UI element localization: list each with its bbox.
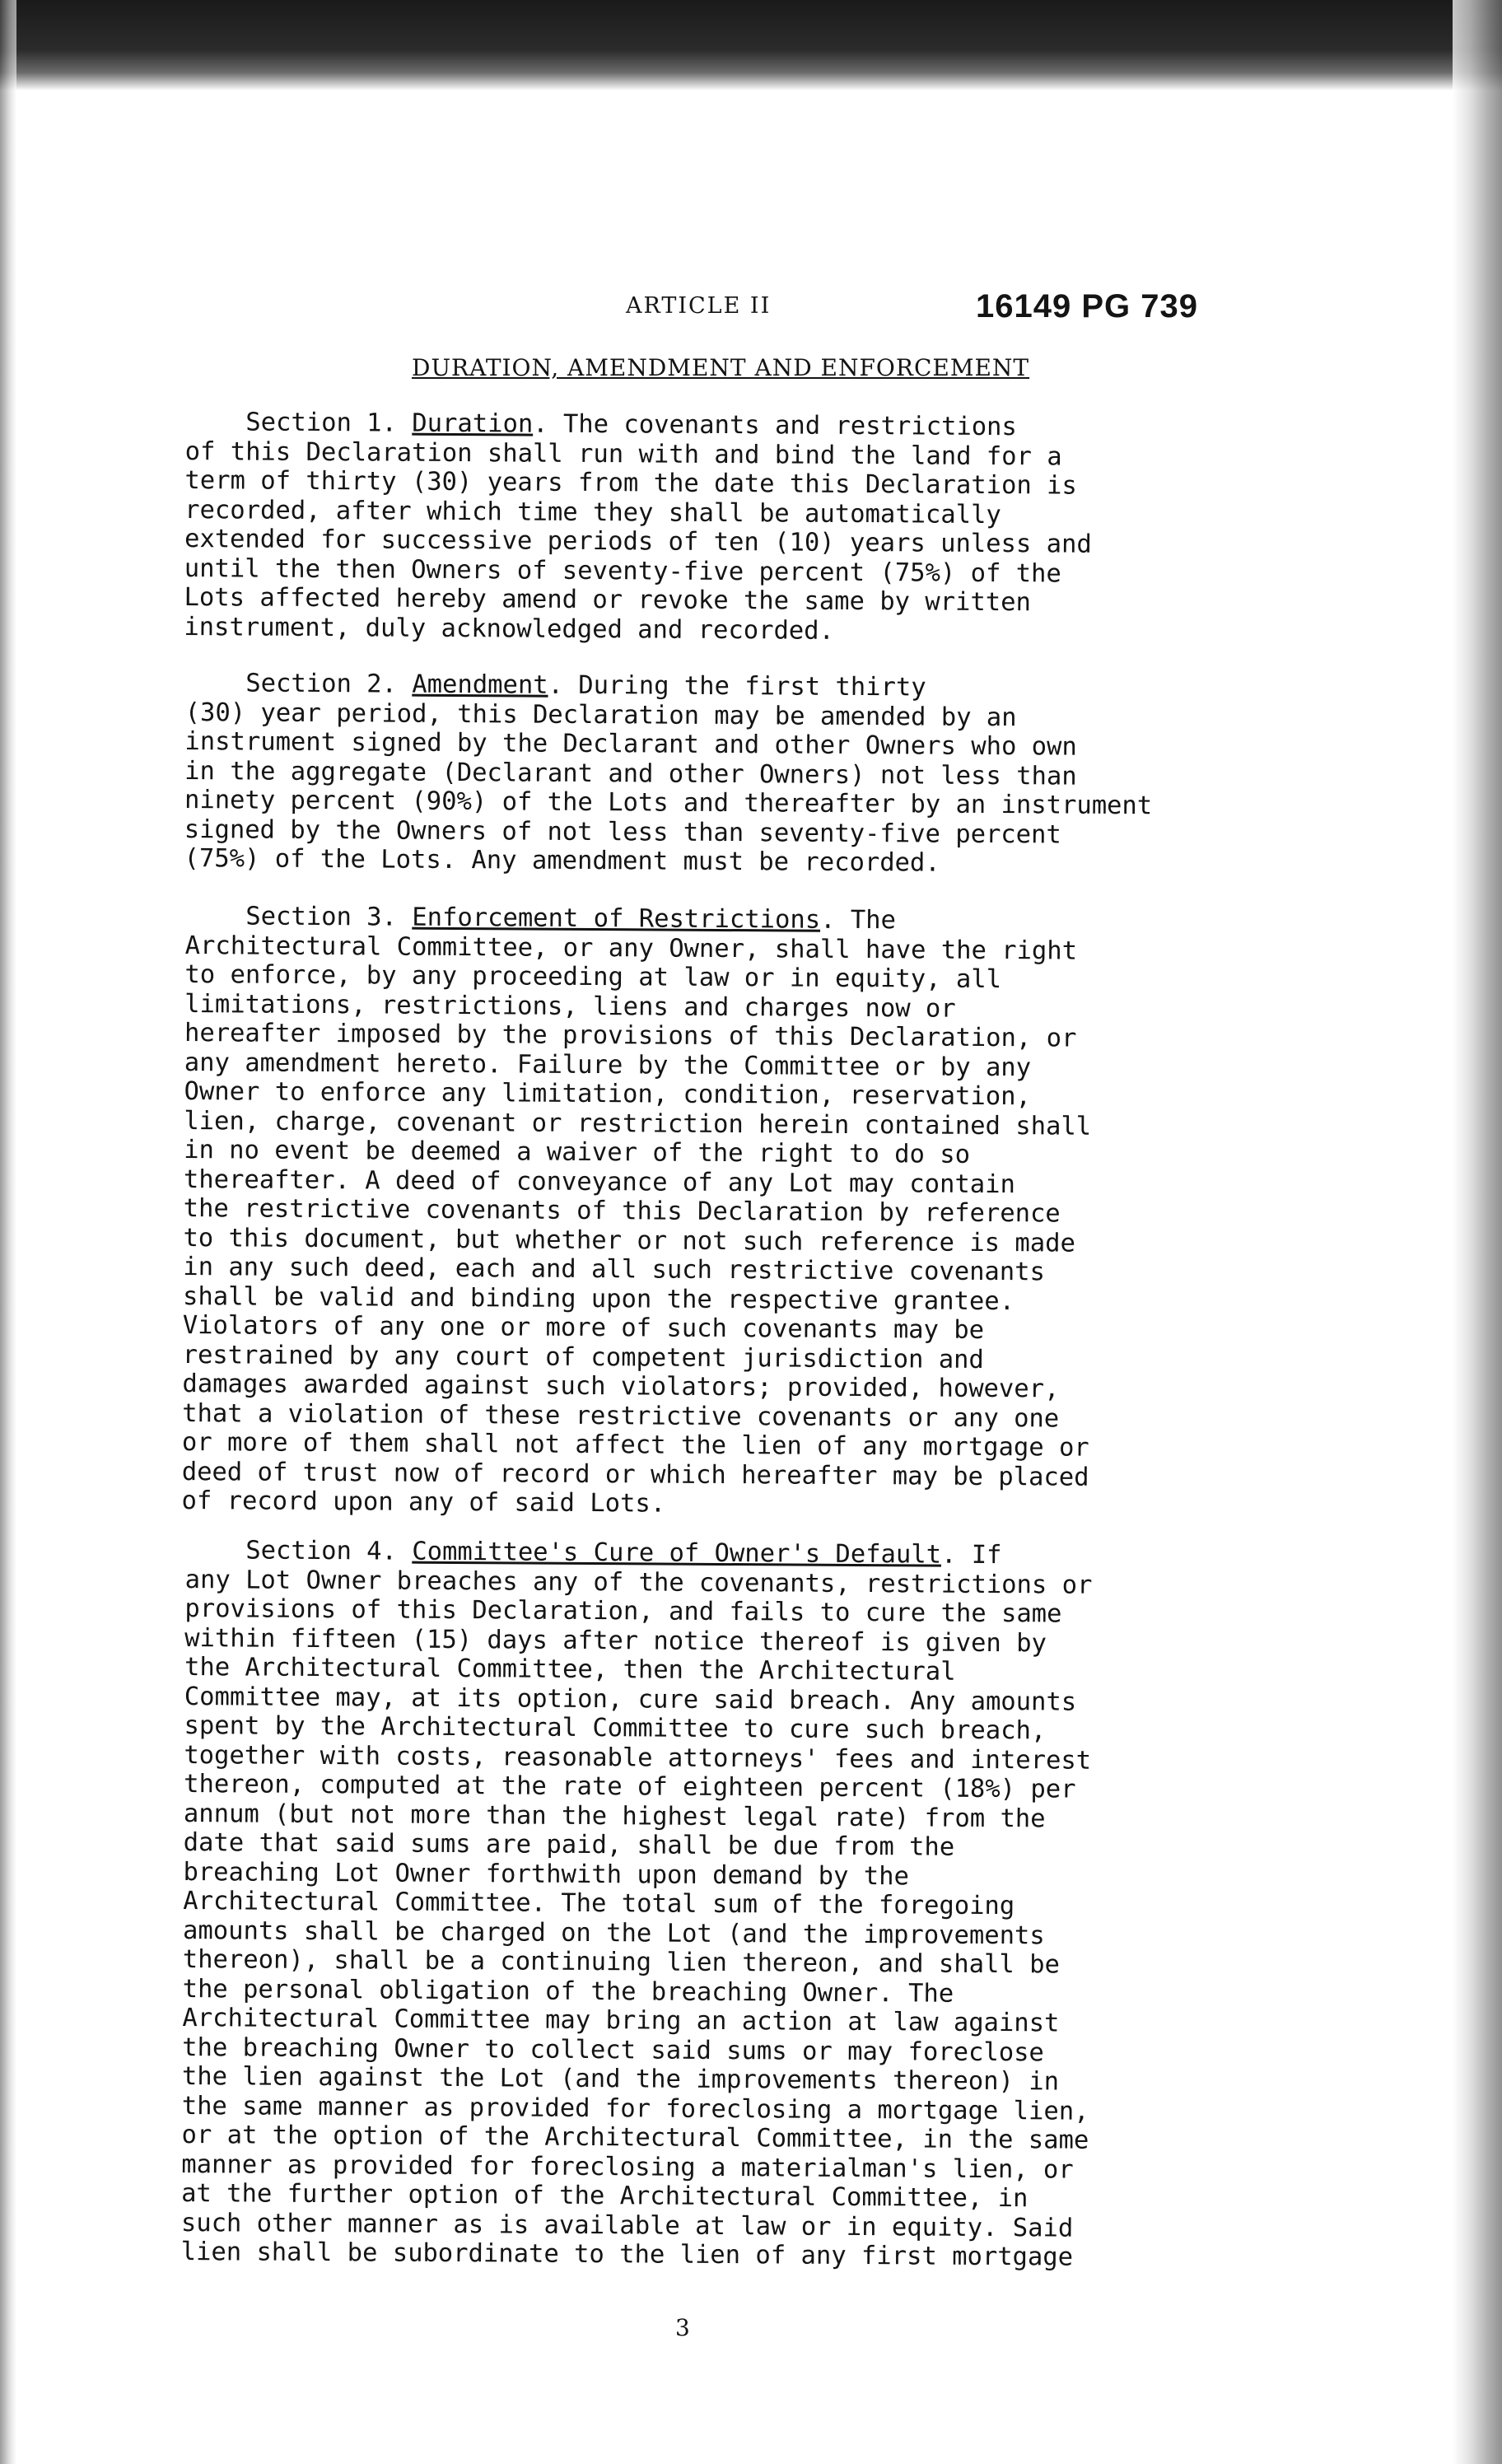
page-number: 3 [675,2314,690,2341]
paragraph-line: of record upon any of said Lots. [181,1486,666,1519]
paragraph-line: in no event be deemed a waiver of the right to do so [184,1135,971,1169]
paragraph-line: Architectural Committee may bring an action at law against [182,2003,1060,2038]
paragraph-line: ninety percent (90%) of the Lots and thereafter by an instrument [184,785,1153,821]
paragraph-line: any Lot Owner breaches any of the covenants, restrictions or [184,1565,1093,1600]
paragraph-line: thereafter. A deed of conveyance of any Lot may contain [183,1164,1015,1199]
paragraph-line: the breaching Owner to collect said sums or may foreclose [182,2032,1044,2067]
paragraph-line: in the aggregate (Declarant and other Owners) not less than [184,756,1077,791]
paragraph-line: shall be valid and binding upon the respective grantee. [182,1281,1015,1316]
section-text: . The [820,905,897,936]
paragraph-line: instrument signed by the Declarant and other Owners who own [184,726,1077,762]
section-text: . During the first thirty [548,670,926,702]
paragraph-line: recorded, after which time they shall be automatically [184,495,1001,530]
paragraph-line: the lien against the Lot (and the improvements thereon) in [181,2061,1060,2097]
section-title: Committee's Cure of Owner's Default [412,1537,942,1570]
section-heading: DURATION, AMENDMENT AND ENFORCEMENT [412,354,1030,381]
section-title: Enforcement of Restrictions [412,903,821,935]
section-text: . If [940,1540,1002,1570]
paragraph-line: or more of them shall not affect the lien of any mortgage or [181,1427,1089,1463]
paragraph-line: together with costs, reasonable attorneys' fees and interest [184,1740,1092,1776]
paragraph-line: lien shall be subordinate to the lien of any first mortgage [180,2237,1074,2272]
paragraph-line: the personal obligation of the breaching Owner. The [182,1974,954,2009]
paragraph-line: breaching Lot Owner forthwith upon demand by the [183,1857,910,1891]
paragraph-indent [185,902,246,931]
section-label: Section 1. [245,408,413,438]
paragraph-line: within fifteen (15) days after notice thereof is given by [184,1623,1047,1658]
paragraph-line: until the then Owners of seventy-five percent (75%) of the [184,553,1061,589]
section-2-paragraph [184,669,1313,880]
paragraph-line: hereafter imposed by the provisions of this Declaration, or [184,1018,1077,1053]
paragraph-line: (30) year period, this Declaration may be amended by an [184,698,1017,732]
scan-border-right [1453,0,1502,2464]
paragraph-line: date that said sums are paid, shall be due from the [183,1827,955,1862]
paragraph-line: the Architectural Committee, then the Architectural [184,1652,956,1687]
paragraph-line: to enforce, by any proceeding at law or in equity, all [184,959,1002,995]
paragraph-line: to this document, but whether or not such reference is made [183,1223,1075,1258]
paragraph-line: annum (but not more than the highest legal rate) from the [183,1799,1046,1833]
paragraph-line: thereon), shall be a continuing lien thereon, and shall be [182,1944,1060,1980]
section-3-paragraph [181,902,1313,1523]
paragraph-indent [185,408,246,436]
paragraph-line: term of thirty (30) years from the date this Declaration is [184,465,1077,501]
section-text: . The covenants and restrictions [533,409,1017,442]
paragraph-line: signed by the Owners of not less than seventy-five percent [184,814,1061,850]
paragraph-indent [185,669,246,698]
paragraph-line: Violators of any one or more of such covenants may be [182,1310,985,1345]
paragraph-line: Architectural Committee. The total sum of the foregoing [183,1886,1015,1921]
section-title: Duration [412,408,534,439]
paragraph-line: (75%) of the Lots. Any amendment must be recorded. [184,843,940,878]
section-1-paragraph [184,408,1313,648]
book-page-stamp: 16149 PG 739 [976,288,1198,324]
paragraph-line: any amendment hereto. Failure by the Committee or by any [184,1048,1032,1082]
paragraph-line: at the further option of the Architectural Committee, in [181,2178,1029,2214]
paragraph-line: restrained by any court of competent jurisdiction and [182,1340,984,1374]
paragraph-line: limitations, restrictions, liens and charges now or [184,989,956,1024]
paragraph-line: in any such deed, each and all such restrictive covenants [183,1252,1046,1287]
paragraph-line: extended for successive periods of ten (10) years unless and [184,524,1092,559]
paragraph-line: Lots affected hereby amend or revoke the same by written [184,582,1031,618]
section-title: Amendment [412,670,548,700]
scan-border-top [0,0,1502,91]
section-label: Section 4. [245,1536,413,1566]
section-label: Section 2. [245,669,413,699]
paragraph-line: amounts shall be charged on the Lot (and the improvements [182,1916,1045,1950]
paragraph-line: that a violation of these restrictive covenants or any one [182,1398,1060,1433]
paragraph-line: Committee may, at its option, cure said breach. Any amounts [184,1682,1077,1717]
paragraph-line: damages awarded against such violators; provided, however, [182,1369,1060,1404]
paragraph-line: instrument, duly acknowledged and recorded. [184,612,835,646]
paragraph-line: deed of trust now of record or which hereafter may be placed [181,1457,1089,1492]
paragraph-line: Owner to enforce any limitation, condition, reservation, [184,1076,1031,1112]
paragraph-line: such other manner as is available at law or in equity. Said [180,2208,1074,2243]
paragraph-line: the same manner as provided for foreclosing a mortgage lien, [181,2091,1089,2126]
paragraph-line: of this Declaration shall run with and bind the land for a [184,436,1062,472]
paragraph-line: manner as provided for foreclosing a materialman's lien, or [181,2149,1074,2185]
paragraph-indent [185,1536,246,1565]
paragraph-line: lien, charge, covenant or restriction herein contained shall [184,1106,1092,1141]
paragraph-line: the restrictive covenants of this Declaration by reference [183,1193,1061,1229]
page-header [0,288,1502,338]
paragraph-line: Architectural Committee, or any Owner, shall have the right [184,931,1078,966]
scan-border-left [0,0,16,2464]
section-label: Section 3. [245,902,413,932]
paragraph-line: provisions of this Declaration, and fails to cure the same [184,1594,1062,1629]
paragraph-line: spent by the Architectural Committee to cure such breach, [184,1710,1047,1746]
paragraph-line: thereon, computed at the rate of eighteen percent (18%) per [184,1769,1076,1804]
section-4-paragraph [181,1536,1313,2274]
article-title: ARTICLE II [626,293,772,319]
paragraph-line: or at the option of the Architectural Committee, in the same [181,2120,1089,2155]
